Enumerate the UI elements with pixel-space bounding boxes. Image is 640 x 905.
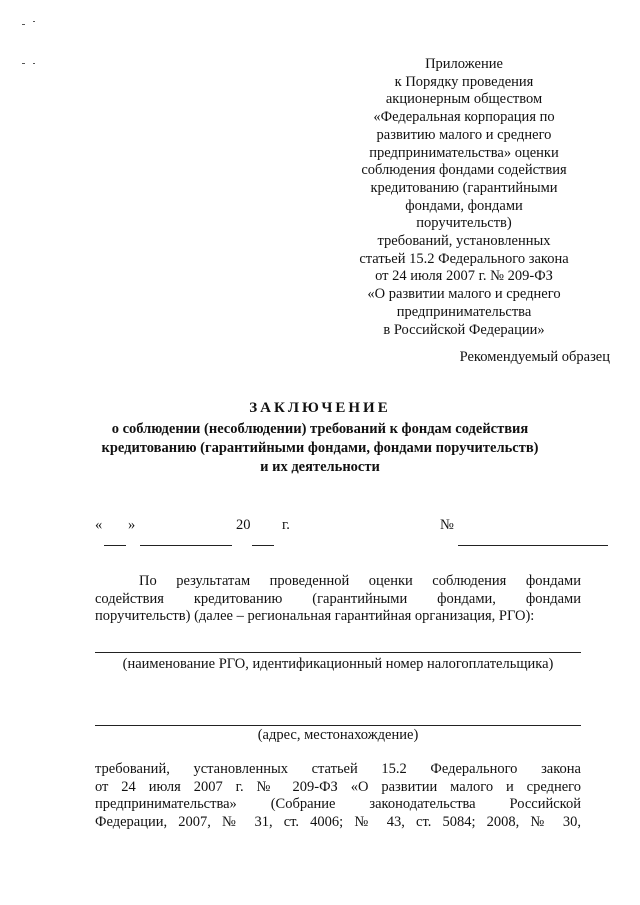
appendix-line: Приложение <box>425 56 503 72</box>
paragraph-line: от 24 июля 2007 г. № 209-ФЗ «О развитии малого и среднего <box>95 778 581 795</box>
appendix-line: от 24 июля 2007 г. № 209-ФЗ <box>375 268 553 285</box>
date-close-quote: » <box>128 517 136 533</box>
appendix-line: требований, установленных <box>377 233 551 250</box>
date-year-suffix: г. <box>282 517 290 533</box>
appendix-line: акционерным обществом <box>385 91 543 108</box>
rgo-name-caption: (наименование РГО, идентификационный номер налогоплательщика) <box>122 656 554 672</box>
date-year-prefix: 20 <box>236 517 251 533</box>
paragraph-line: предпринимательства» (Собрание законодательства Российской <box>95 796 581 812</box>
month-blank-line <box>140 545 232 546</box>
subtitle-line: о соблюдении (несоблюдении) требований к фондам содействия <box>111 421 529 437</box>
number-sign: № <box>440 517 454 533</box>
scan-artifact <box>22 63 25 64</box>
appendix-header <box>330 56 598 339</box>
intro-paragraph <box>95 573 581 626</box>
appendix-line: предпринимательства <box>396 303 532 320</box>
appendix-line: предпринимательства» оценки <box>369 144 559 161</box>
recommended-sample-label: Рекомендуемый образец <box>459 349 610 365</box>
appendix-line: соблюдения фондами содействия <box>361 162 567 179</box>
appendix-line: «О развитии малого и среднего <box>367 286 561 303</box>
appendix-line: кредитованию (гарантийными <box>370 179 558 196</box>
appendix-line: статьей 15.2 Федерального закона <box>359 250 569 267</box>
rgo-name-blank-line <box>95 652 581 653</box>
appendix-line: к Порядку проведения <box>394 73 534 90</box>
subtitle-line: кредитованию (гарантийными фондами, фондами поручительств) <box>101 440 539 456</box>
appendix-line: поручительств) <box>416 215 512 232</box>
appendix-line: в Российской Федерации» <box>383 321 545 338</box>
scan-artifact <box>22 24 25 25</box>
appendix-line: «Федеральная корпорация по <box>373 109 555 126</box>
subtitle-line: и их деятельности <box>260 459 380 475</box>
appendix-line: фондами, фондами <box>405 197 523 214</box>
number-blank-line <box>458 545 608 546</box>
scan-artifact <box>33 21 35 22</box>
requirements-paragraph <box>95 761 581 831</box>
year-blank-line <box>252 545 274 546</box>
scan-artifact <box>33 63 35 64</box>
paragraph-line: По результатам проведенной оценки соблюдения фондами <box>139 573 581 589</box>
paragraph-line: Федерации, 2007, № 31, ст. 4006; № 43, ст. 5084; 2008, № 30, <box>95 813 581 830</box>
address-blank-line <box>95 725 581 726</box>
document-title: ЗАКЛЮЧЕНИЕ <box>249 400 391 416</box>
paragraph-line: поручительств) (далее – региональная гарантийная организация, РГО): <box>95 608 535 624</box>
document-subtitle <box>80 420 560 477</box>
address-caption: (адрес, местонахождение) <box>257 727 419 743</box>
paragraph-line: требований, установленных статьей 15.2 Федерального закона <box>95 761 581 777</box>
date-open-quote: « <box>95 517 103 533</box>
appendix-line: развитию малого и среднего <box>376 126 552 143</box>
paragraph-line: содействия кредитованию (гарантийными фондами, фондами <box>95 590 581 607</box>
day-blank-line <box>104 545 126 546</box>
